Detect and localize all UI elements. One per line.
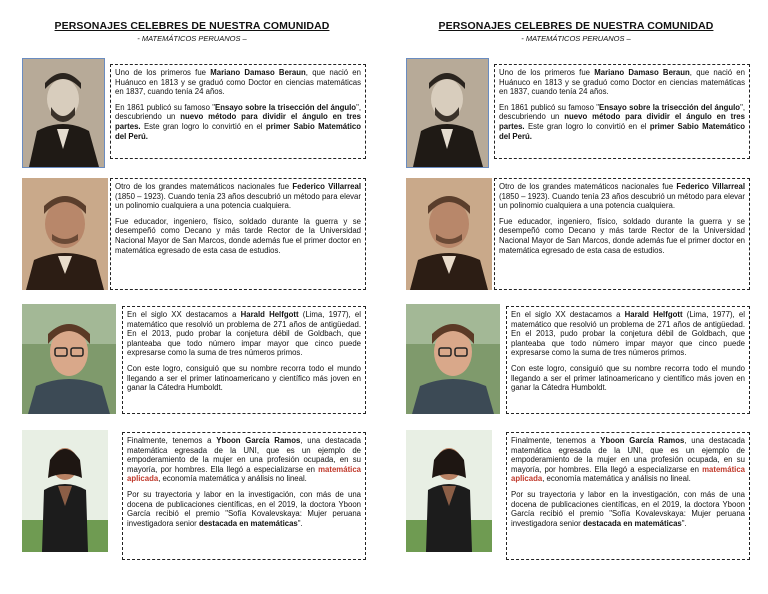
bio-box-harald-helfgott (506, 306, 750, 414)
bio-paragraph: Fue educador, ingeniero, físico, soldado durante la guerra y se desempeñó como Decano y más tarde Rector de la Universidad Nacional Mayor de San Marcos, donde además fue el primer doctor en matemática egresado de esta casa de estudios. (115, 216, 361, 255)
portrait-federico-villarreal (22, 178, 108, 290)
bio-box-mariano-damaso-beraun (110, 64, 366, 159)
bio-paragraph: Con este logro, consiguió que su nombre recorra todo el mundo llegando a ser el primer latinoamericano y científico más joven en ganar la Cátedra Humboldt. (511, 363, 745, 393)
bio-box-yboon-garcia-ramos (122, 432, 366, 560)
bio-paragraph: Finalmente, tenemos a Yboon García Ramos, una destacada matemática egresada de la UNI, que es un ejemplo de empoderamiento de la mujer en una profesión ocupada, en su mayoría, por hombres. Ella llegó a especializarse en matemática aplicada, economía matemática y análisis no lineal. (127, 436, 361, 484)
portrait-harald-helfgott (22, 304, 116, 414)
bio-paragraph: Por su trayectoria y labor en la investigación, con más de una docena de publicaciones científicas, en el 2019, la doctora Yboon García recibió el premio "Sofía Kovalevskaya: Mujer peruana investigadora senior destacada en matemáticas". (127, 489, 361, 528)
bio-paragraph: En 1861 publicó su famoso "Ensayo sobre la trisección del ángulo", descubriendo un nuevo método para dividir el ángulo en tres partes. Este gran logro lo convirtió en el primer Sabio Matemático del Perú. (499, 102, 745, 141)
bio-box-federico-villarreal (110, 178, 366, 290)
right-page-column (384, 0, 768, 594)
page-subtitle: - MATEMÁTICOS PERUANOS – (521, 34, 631, 43)
bio-paragraph: Fue educador, ingeniero, físico, soldado durante la guerra y se desempeñó como Decano y más tarde Rector de la Universidad Nacional Mayor de San Marcos, donde además fue el primer doctor en matemática egresado de esta casa de estudios. (499, 216, 745, 255)
bio-paragraph: En el siglo XX destacamos a Harald Helfgott (Lima, 1977), el matemático que resolvió un problema de 271 años de antigüedad. En el 2013, pudo probar la conjetura débil de Goldbach, que planteaba que todo número impar mayor que cinco puede expresarse como la suma de tres números primos. (127, 310, 361, 358)
bio-paragraph: Con este logro, consiguió que su nombre recorra todo el mundo llegando a ser el primer latinoamericano y científico más joven en ganar la Cátedra Humboldt. (127, 363, 361, 393)
bio-paragraph: Otro de los grandes matemáticos nacionales fue Federico Villarreal (1850 – 1923). Cuando tenía 23 años descubrió un método para elevar un polinomio cualquiera a una potencia cualquiera. (115, 182, 361, 211)
portrait-mariano-damaso-beraun (406, 58, 489, 168)
bio-box-yboon-garcia-ramos (506, 432, 750, 560)
portrait-harald-helfgott (406, 304, 500, 414)
portrait-federico-villarreal (406, 178, 492, 290)
page-title: PERSONAJES CELEBRES DE NUESTRA COMUNIDAD (54, 20, 330, 32)
bio-paragraph: Uno de los primeros fue Mariano Damaso Beraun, que nació en Huánuco en 1813 y se graduó como Doctor en ciencias matemáticas en 1837, cuando tenía 24 años. (115, 68, 361, 97)
page-title: PERSONAJES CELEBRES DE NUESTRA COMUNIDAD (438, 20, 714, 32)
bio-paragraph: En 1861 publicó su famoso "Ensayo sobre la trisección del ángulo", descubriendo un nuevo método para dividir el ángulo en tres partes. Este gran logro lo convirtió en el primer Sabio Matemático del Perú. (115, 102, 361, 141)
bio-paragraph: En el siglo XX destacamos a Harald Helfgott (Lima, 1977), el matemático que resolvió un problema de 271 años de antigüedad. En el 2013, pudo probar la conjetura débil de Goldbach, que planteaba que todo número impar mayor que cinco puede expresarse como la suma de tres números primos. (511, 310, 745, 358)
page-subtitle: - MATEMÁTICOS PERUANOS – (137, 34, 247, 43)
bio-paragraph: Otro de los grandes matemáticos nacionales fue Federico Villarreal (1850 – 1923). Cuando tenía 23 años descubrió un método para elevar un polinomio cualquiera a una potencia cualquiera. (499, 182, 745, 211)
portrait-mariano-damaso-beraun (22, 58, 105, 168)
bio-paragraph: Por su trayectoria y labor en la investigación, con más de una docena de publicaciones científicas, en el 2019, la doctora Yboon García recibió el premio "Sofía Kovalevskaya: Mujer peruana investigadora senior destacada en matemáticas". (511, 489, 745, 528)
portrait-yboon-garcia-ramos (22, 430, 108, 552)
bio-box-harald-helfgott (122, 306, 366, 414)
bio-box-mariano-damaso-beraun (494, 64, 750, 159)
bio-paragraph: Finalmente, tenemos a Yboon García Ramos, una destacada matemática egresada de la UNI, que es un ejemplo de empoderamiento de la mujer en una profesión ocupada, en su mayoría, por hombres. Ella llegó a especializarse en matemática aplicada, economía matemática y análisis no lineal. (511, 436, 745, 484)
bio-box-federico-villarreal (494, 178, 750, 290)
portrait-yboon-garcia-ramos (406, 430, 492, 552)
bio-paragraph: Uno de los primeros fue Mariano Damaso Beraun, que nació en Huánuco en 1813 y se graduó como Doctor en ciencias matemáticas en 1837, cuando tenía 24 años. (499, 68, 745, 97)
